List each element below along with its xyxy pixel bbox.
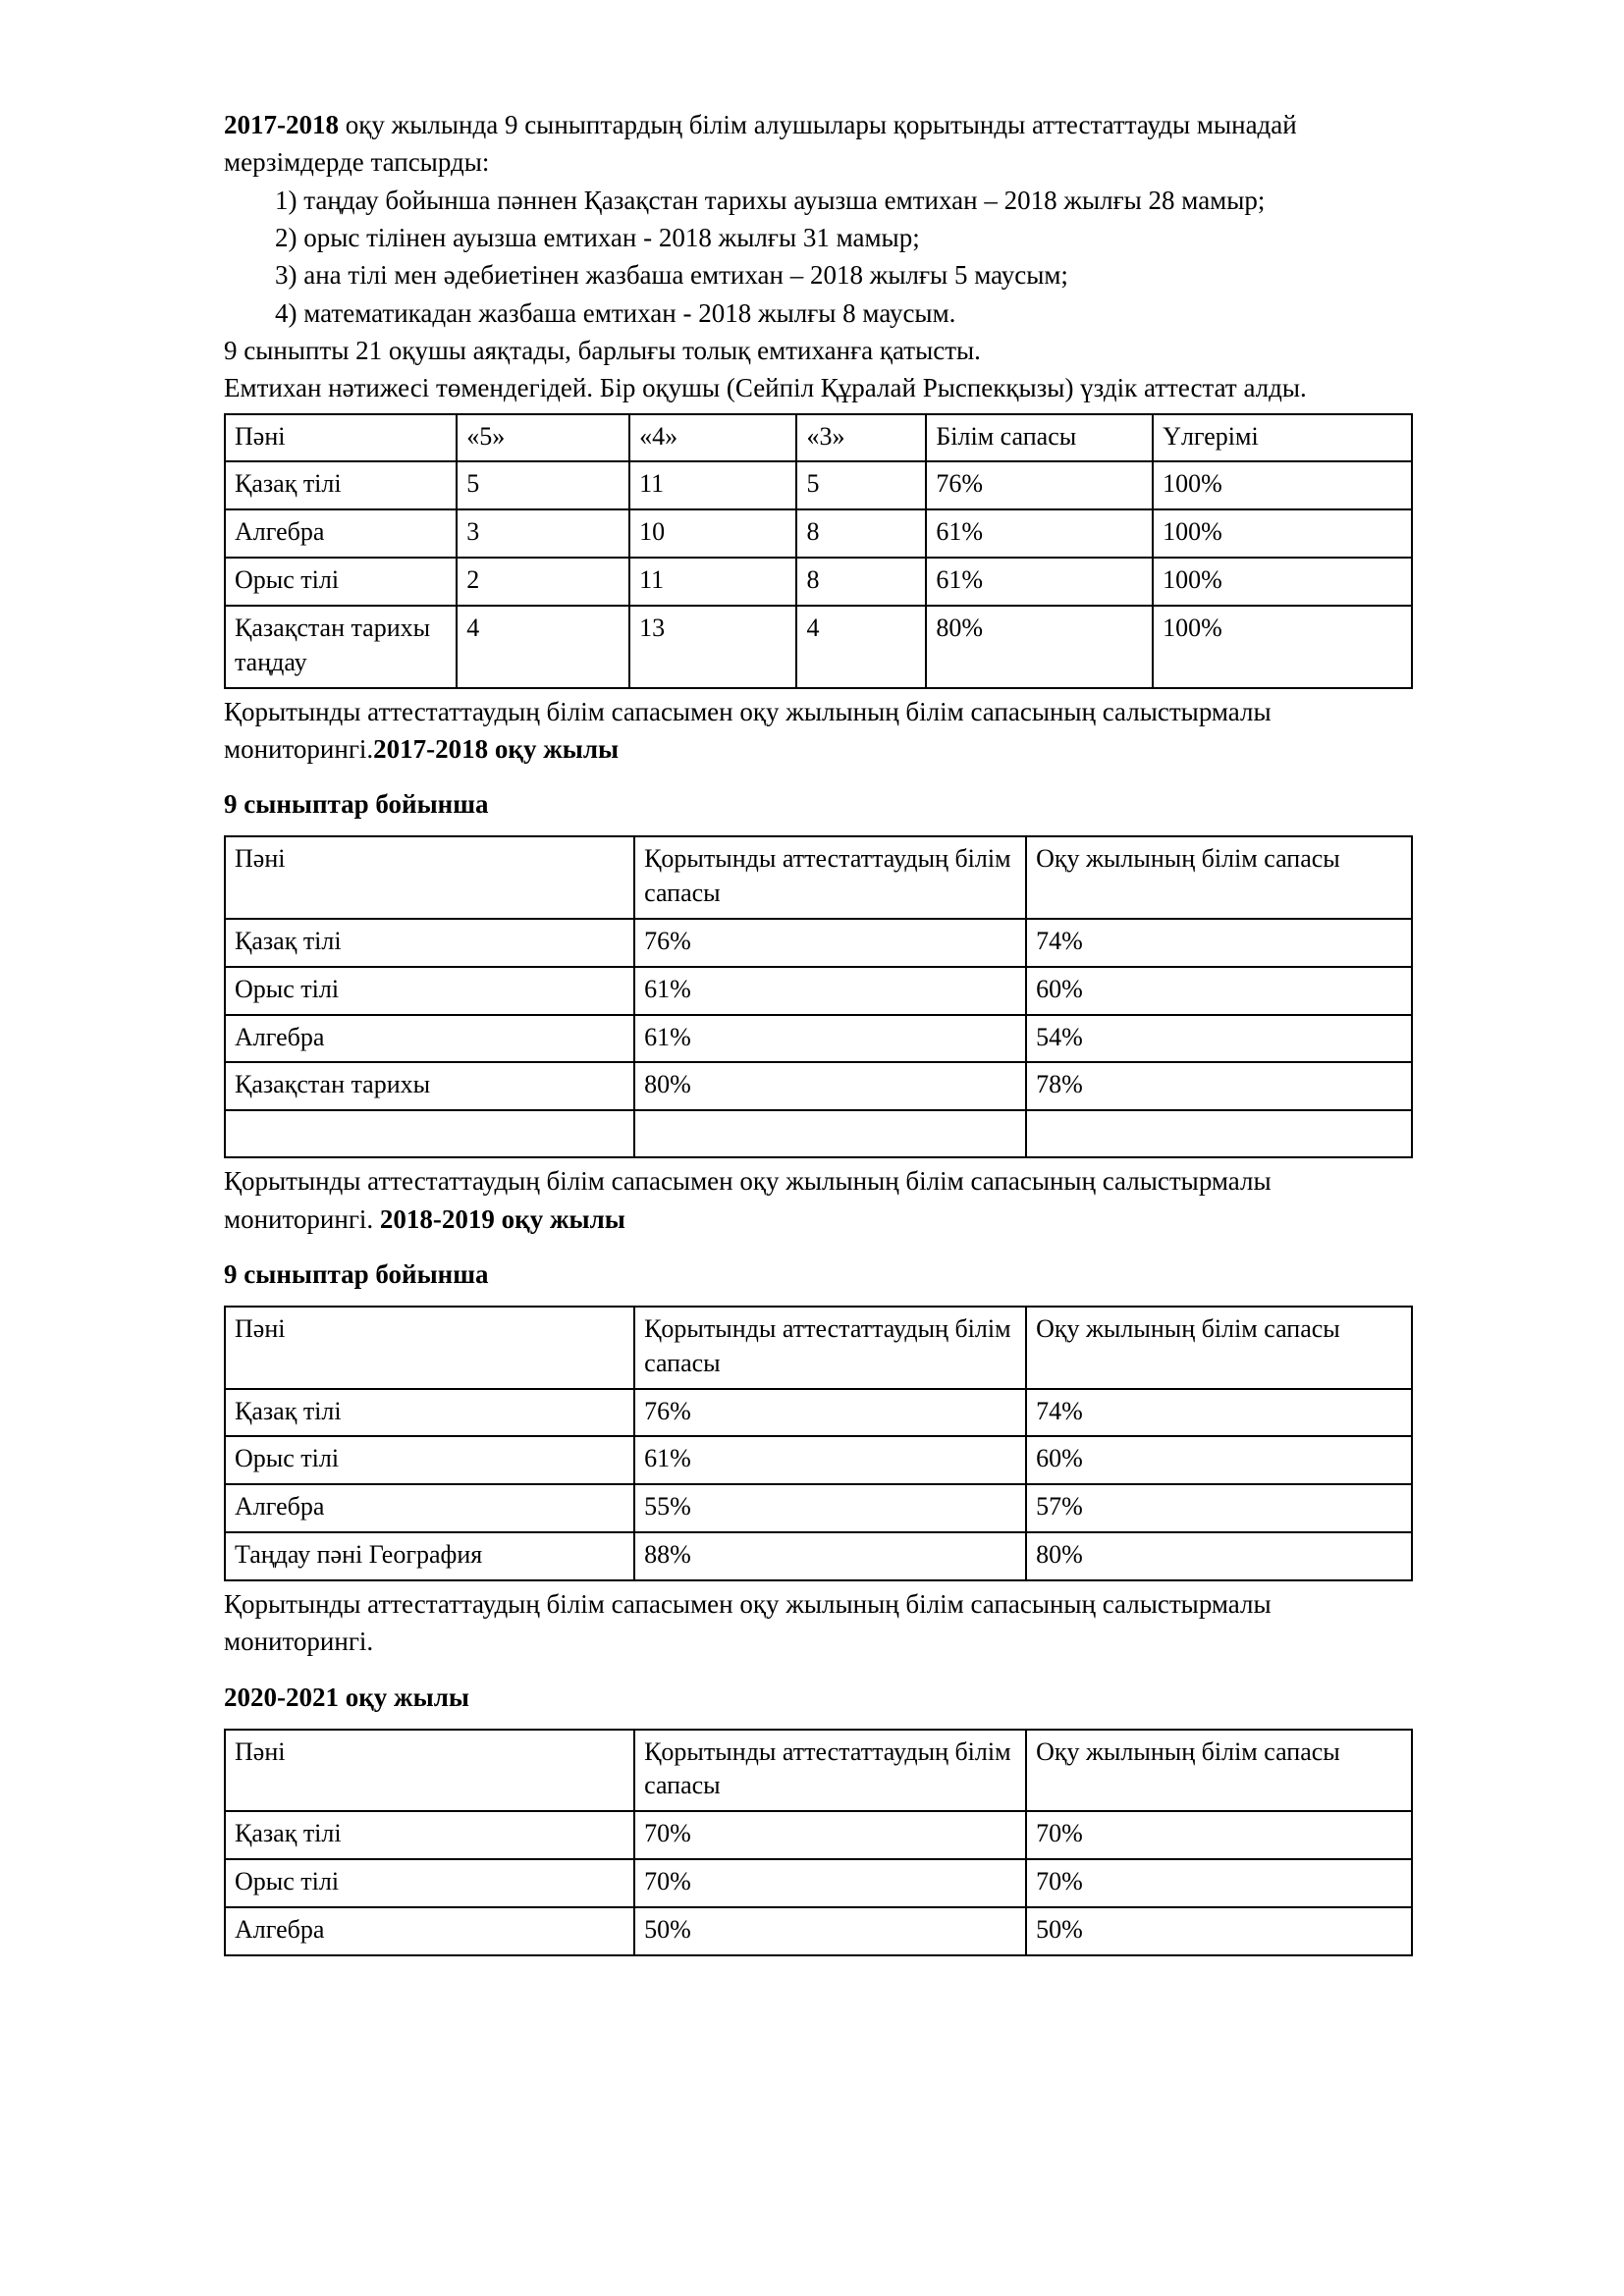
table-cell: 8 bbox=[796, 509, 926, 558]
table-row bbox=[225, 967, 1412, 1015]
table-cell: 100% bbox=[1153, 461, 1412, 509]
section3-heading: 2020-2021 оқу жылы bbox=[224, 1682, 469, 1712]
column-header: Үлгерімі bbox=[1153, 414, 1412, 462]
table-cell bbox=[634, 1110, 1026, 1157]
table-cell: 70% bbox=[634, 1811, 1026, 1859]
column-header: Білім сапасы bbox=[926, 414, 1153, 462]
section1-subheading: 9 сыныптар бойынша bbox=[224, 789, 489, 820]
table-cell: 61% bbox=[634, 1015, 1026, 1063]
table-cell: Қазақ тілі bbox=[225, 1811, 634, 1859]
table-cell: 74% bbox=[1026, 1389, 1412, 1437]
table-cell: 80% bbox=[1026, 1532, 1412, 1580]
table-cell: 13 bbox=[629, 606, 796, 688]
column-header: Пәні bbox=[225, 836, 634, 919]
intro-item-4: 4) математикадан жазбаша емтихан - 2018 жылғы 8 маусым. bbox=[275, 297, 956, 328]
table-cell: Алгебра bbox=[225, 1015, 634, 1063]
table-cell: Қазақстан тарихы bbox=[225, 1062, 634, 1110]
column-header: Қорытынды аттестаттаудың білім сапасы bbox=[634, 1730, 1026, 1812]
table-cell: 50% bbox=[1026, 1907, 1412, 1955]
table-row bbox=[225, 1907, 1412, 1955]
table-cell: 61% bbox=[634, 1436, 1026, 1484]
table-cell: Орыс тілі bbox=[225, 1436, 634, 1484]
table-cell: 70% bbox=[634, 1859, 1026, 1907]
table-row bbox=[225, 1532, 1412, 1580]
exam-results-table bbox=[224, 413, 1413, 689]
column-header: Пәні bbox=[225, 1730, 634, 1812]
table-header-row bbox=[225, 1307, 1412, 1389]
table-cell: 61% bbox=[926, 558, 1153, 606]
intro-item-2: 2) орыс тілінен ауызша емтихан - 2018 жылғы 31 мамыр; bbox=[275, 222, 920, 252]
table-cell: 70% bbox=[1026, 1859, 1412, 1907]
section3-caption: Қорытынды аттестаттаудың білім сапасымен оқу жылының білім сапасының салыстырмалы мониторингі. bbox=[224, 1588, 1272, 1657]
table-row bbox=[225, 1484, 1412, 1532]
table-cell: 61% bbox=[926, 509, 1153, 558]
column-header: Оқу жылының білім сапасы bbox=[1026, 1307, 1412, 1389]
table-header-row bbox=[225, 414, 1412, 462]
section1-caption bbox=[224, 693, 1413, 769]
table-cell: 57% bbox=[1026, 1484, 1412, 1532]
section2-caption bbox=[224, 1162, 1413, 1238]
table-cell: 55% bbox=[634, 1484, 1026, 1532]
table-row bbox=[225, 1436, 1412, 1484]
column-header: Қорытынды аттестаттаудың білім сапасы bbox=[634, 836, 1026, 919]
table-cell: 100% bbox=[1153, 558, 1412, 606]
table-cell: Қазақстан тарихы таңдау bbox=[225, 606, 457, 688]
table-cell: 61% bbox=[634, 967, 1026, 1015]
intro-paragraph bbox=[224, 106, 1413, 182]
section2-caption-year: 2018-2019 оқу жылы bbox=[379, 1203, 625, 1234]
column-header: «4» bbox=[629, 414, 796, 462]
intro-item-1: 1) таңдау бойынша пәннен Қазақстан тарихы ауызша емтихан – 2018 жылғы 28 мамыр; bbox=[275, 185, 1266, 215]
table-cell: Қазақ тілі bbox=[225, 919, 634, 967]
table-row bbox=[225, 606, 1412, 688]
table-cell: 100% bbox=[1153, 509, 1412, 558]
table-cell: Орыс тілі bbox=[225, 1859, 634, 1907]
table-row bbox=[225, 558, 1412, 606]
table-header-row bbox=[225, 836, 1412, 919]
table-cell: 5 bbox=[796, 461, 926, 509]
table-cell: 11 bbox=[629, 461, 796, 509]
column-header: Пәні bbox=[225, 414, 457, 462]
table-cell: 4 bbox=[457, 606, 629, 688]
section1-caption-text: Қорытынды аттестаттаудың білім сапасымен оқу жылының білім сапасының салыстырмалы мониторингі. bbox=[224, 696, 1272, 764]
table-row bbox=[225, 1062, 1412, 1110]
intro-paragraph-rest: оқу жылында 9 сыныптардың білім алушылары қорытынды аттестаттауды мынадай мерзімдерде тапсырды: bbox=[224, 110, 1297, 178]
column-header: «5» bbox=[457, 414, 629, 462]
column-header: Оқу жылының білім сапасы bbox=[1026, 1730, 1412, 1812]
table-cell: 78% bbox=[1026, 1062, 1412, 1110]
table-header-row bbox=[225, 1730, 1412, 1812]
column-header: «3» bbox=[796, 414, 926, 462]
table-cell: 80% bbox=[634, 1062, 1026, 1110]
table-cell: Алгебра bbox=[225, 1907, 634, 1955]
table-cell: Қазақ тілі bbox=[225, 1389, 634, 1437]
intro-total-line: 9 сыныпты 21 оқушы аяқтады, барлығы толық емтиханға қатысты. bbox=[224, 335, 981, 365]
table-cell: Таңдау пәні География bbox=[225, 1532, 634, 1580]
table-cell: 88% bbox=[634, 1532, 1026, 1580]
monitoring-table-2018-2019 bbox=[224, 1306, 1413, 1581]
table-cell: 2 bbox=[457, 558, 629, 606]
school-year-bold: 2017-2018 bbox=[224, 110, 339, 139]
table-row bbox=[225, 1110, 1412, 1157]
table-cell: 70% bbox=[1026, 1811, 1412, 1859]
table-cell: Алгебра bbox=[225, 1484, 634, 1532]
column-header: Оқу жылының білім сапасы bbox=[1026, 836, 1412, 919]
table-cell: Қазақ тілі bbox=[225, 461, 457, 509]
table-cell bbox=[1026, 1110, 1412, 1157]
table-cell: 5 bbox=[457, 461, 629, 509]
table-cell: 80% bbox=[926, 606, 1153, 688]
table-cell: 54% bbox=[1026, 1015, 1412, 1063]
table-cell: Алгебра bbox=[225, 509, 457, 558]
table-cell: 74% bbox=[1026, 919, 1412, 967]
table-cell: 4 bbox=[796, 606, 926, 688]
column-header: Қорытынды аттестаттаудың білім сапасы bbox=[634, 1307, 1026, 1389]
table-row bbox=[225, 1389, 1412, 1437]
table-cell: 3 bbox=[457, 509, 629, 558]
intro-item-3: 3) ана тілі мен әдебиетінен жазбаша емтихан – 2018 жылғы 5 маусым; bbox=[275, 260, 1068, 291]
table-cell: 76% bbox=[634, 919, 1026, 967]
table-row bbox=[225, 1015, 1412, 1063]
table-cell: Орыс тілі bbox=[225, 967, 634, 1015]
table-cell: 60% bbox=[1026, 1436, 1412, 1484]
table-cell bbox=[225, 1110, 634, 1157]
table-cell: 76% bbox=[634, 1389, 1026, 1437]
table-cell: 100% bbox=[1153, 606, 1412, 688]
column-header: Пәні bbox=[225, 1307, 634, 1389]
table-cell: 60% bbox=[1026, 967, 1412, 1015]
table-row bbox=[225, 461, 1412, 509]
monitoring-table-2017-2018 bbox=[224, 835, 1413, 1158]
section1-caption-year: 2017-2018 оқу жылы bbox=[373, 733, 620, 764]
table-cell: Орыс тілі bbox=[225, 558, 457, 606]
section2-caption-text: Қорытынды аттестаттаудың білім сапасымен оқу жылының білім сапасының салыстырмалы мониторингі. bbox=[224, 1166, 1272, 1234]
table-row bbox=[225, 1811, 1412, 1859]
intro-result-line: Емтихан нәтижесі төмендегідей. Бір оқушы (Сейпіл Құралай Рыспекқызы) үздік аттестат алды. bbox=[224, 373, 1307, 403]
table-row bbox=[225, 1859, 1412, 1907]
section2-subheading: 9 сыныптар бойынша bbox=[224, 1258, 489, 1289]
table-row bbox=[225, 919, 1412, 967]
table-cell: 50% bbox=[634, 1907, 1026, 1955]
monitoring-table-2020-2021 bbox=[224, 1729, 1413, 1956]
table-cell: 10 bbox=[629, 509, 796, 558]
table-row bbox=[225, 509, 1412, 558]
table-cell: 11 bbox=[629, 558, 796, 606]
table-cell: 76% bbox=[926, 461, 1153, 509]
table-cell: 8 bbox=[796, 558, 926, 606]
